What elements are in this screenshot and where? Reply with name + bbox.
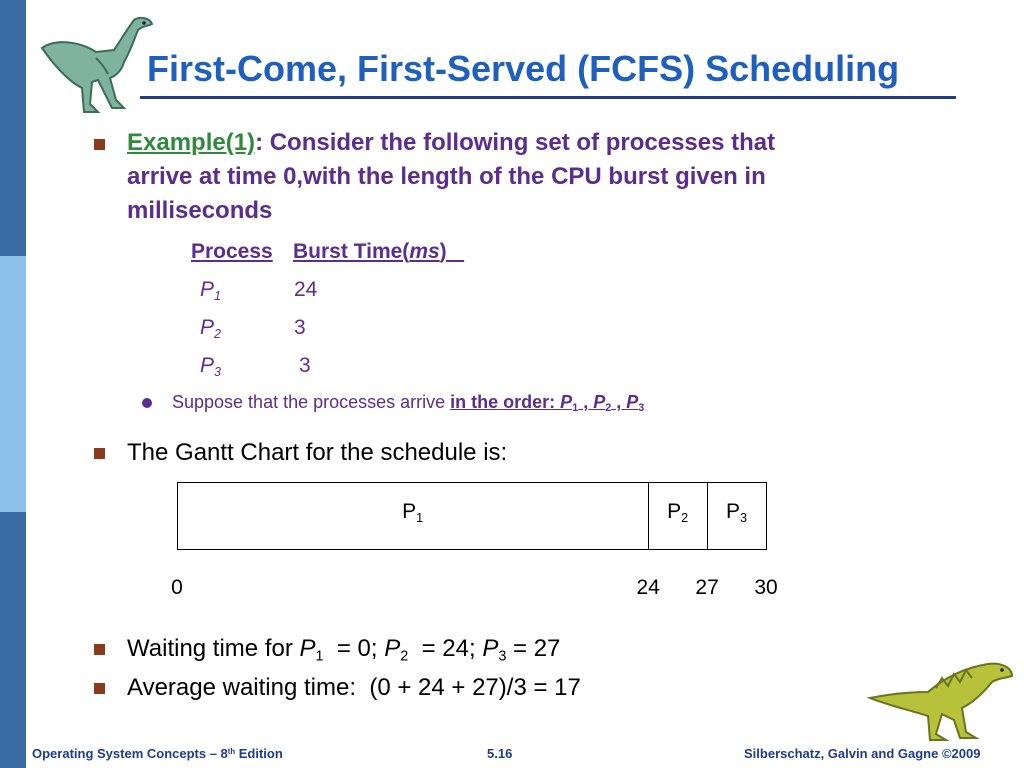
header-burst-close: ) (439, 240, 447, 263)
bullet-marker (94, 139, 105, 150)
example-line-1 (127, 126, 927, 160)
example-line-2: arrive at time 0,with the length of the CPU burst given in (127, 163, 766, 190)
waiting-time-line: Waiting time for $P_1 = 0$; $P_2 = 24$; $P_3 = 27$ (127, 635, 561, 665)
footer-page-number: 5.16 (487, 746, 513, 761)
gantt-top-border (177, 482, 766, 483)
sidebar-stripe (0, 512, 26, 768)
example-text-1: : Consider the following set of processes that (255, 129, 776, 156)
sidebar-stripe (0, 256, 26, 512)
sidebar-stripe (0, 0, 26, 256)
example-label: Example(1) (127, 129, 256, 156)
gantt-segment-label: $P_1$ (402, 500, 424, 525)
table-header-process: Process (191, 240, 273, 263)
burst-value: 24 (294, 278, 318, 301)
table-row: $P_2$ (200, 316, 222, 341)
average-waiting-line: Average waiting time: (0 + 24 + 27)/3 = 17 (127, 674, 581, 701)
gantt-tick-label: 30 (754, 576, 778, 599)
title-underline (140, 96, 956, 99)
bullet-marker (94, 644, 105, 655)
table-header-burst (293, 240, 464, 264)
dinosaur-icon (866, 658, 1016, 744)
gantt-segment-label: $P_3$ (726, 500, 748, 525)
slide-title: First-Come, First-Served (FCFS) Scheduling (147, 48, 900, 89)
gantt-bottom-border (177, 549, 766, 550)
gantt-divider (766, 482, 767, 550)
gantt-tick-label: 0 (171, 576, 183, 599)
order-note-emphasis: in the order: $P_1$ , $P_2$ , $P_3$ (450, 392, 645, 415)
burst-value: 3 (299, 354, 311, 377)
gantt-heading: The Gantt Chart for the schedule is: (127, 439, 508, 466)
gantt-tick-label: 24 (636, 576, 660, 599)
gantt-divider (177, 482, 178, 550)
example-line-3: milliseconds (127, 197, 273, 224)
footer-copyright: Silberschatz, Galvin and Gagne ©2009 (744, 746, 981, 761)
gantt-segment-label: $P_2$ (667, 500, 689, 525)
header-burst-unit: ms (409, 240, 440, 263)
bullet-marker (94, 683, 105, 694)
header-burst-label: Burst Time( (293, 240, 410, 263)
order-note-text: Suppose that the processes arrive (172, 392, 451, 412)
footer-book-title: Operating System Concepts – 8th Edition (32, 746, 283, 761)
table-row: $P_3$ (200, 354, 222, 379)
example-paragraph (127, 126, 927, 228)
gantt-tick-label: 27 (695, 576, 719, 599)
table-row: $P_1$ (200, 278, 222, 303)
dinosaur-icon (36, 8, 156, 120)
sub-bullet-marker (142, 398, 152, 408)
gantt-divider (648, 482, 649, 550)
left-sidebar (0, 0, 26, 768)
burst-value: 3 (294, 316, 306, 339)
gantt-divider (707, 482, 708, 550)
bullet-marker (94, 448, 105, 459)
order-note (172, 392, 644, 413)
